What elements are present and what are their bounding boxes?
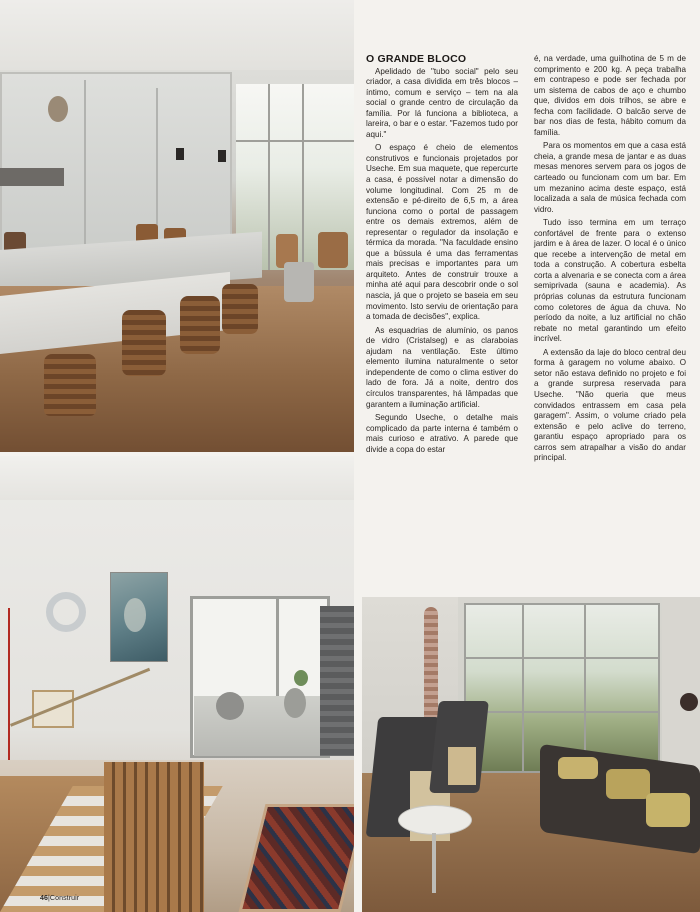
paragraph: Apelidado de "tubo social" pelo seu criador, a casa dividida em três blocos – íntimo, comum e serviço – tem na ala social o grande centro de circulação da família. Por lá funciona a biblioteca, a lareira, o bar e o estar. "Fazemos tudo por aqui." — [366, 66, 518, 139]
window-mullion — [522, 603, 524, 773]
terrace-floor — [194, 696, 326, 756]
ceiling — [0, 456, 354, 500]
cushion — [646, 793, 690, 827]
window-transom — [236, 140, 354, 142]
paragraph: é, na verdade, uma guilhotina de 5 m de comprimento e 200 kg. A peça trabalha em contrapeso e pode ser fechada por um sistema de cabos de aço e chumbo que, dividos em dois trilhos, se abre e fecha com facilidade. O balcão serve de bar nos dias de festa, hábito comum da família. — [534, 54, 686, 137]
stool — [44, 354, 96, 416]
cushion — [606, 769, 650, 799]
text-column-left — [366, 54, 518, 455]
terrace-chair — [216, 692, 244, 720]
page-number: 46 — [40, 895, 48, 902]
pendant-lamp — [176, 148, 184, 160]
stone-wall — [320, 606, 354, 756]
drum — [680, 693, 698, 711]
page-folio — [40, 895, 79, 902]
text-column-right — [534, 54, 686, 464]
window-mullion — [584, 603, 586, 773]
photo-stair-hall — [0, 456, 354, 912]
lounge-chair — [318, 232, 348, 268]
glass-mullion — [84, 80, 86, 266]
paragraph: Segundo Useche, o detalhe mais complicado da parte interna é também o mais curioso e atrativo. A parede que divide a copa do estar — [366, 413, 518, 454]
window-transom — [464, 711, 660, 713]
right-wall — [662, 597, 700, 773]
side-table — [398, 805, 472, 835]
window-transom — [464, 657, 660, 659]
ceiling — [0, 0, 354, 70]
article-body — [366, 54, 686, 594]
pendant-lamp — [218, 150, 226, 162]
plant — [294, 670, 308, 686]
paragraph: A extensão da laje do bloco central deu forma à garagem no volume abaixo. O setor não estava definido no projeto e foi a grande surpresa reservada para Useche. "Não queria que meus convidados entrassem em casa pela garagem". Assim, o volume criado pela extensão e pelo aclive do terreno, garantiu espaço apropriado para os carros sem atrapalhar a visão do andar principal. — [534, 347, 686, 463]
paragraph: Para os momentos em que a casa está cheia, a grande mesa de jantar e as duas mesas menores servem para os jogos de carteado ou funcionam com um bar. Em um mezanino acima deste espaço, está localizada a sala de música fechada com vidro. — [534, 141, 686, 214]
photo-living-room-bar — [0, 0, 354, 452]
round-mirror — [46, 592, 86, 632]
stool — [222, 284, 258, 334]
publication-name: Construir — [49, 895, 80, 902]
photo-lounge — [362, 597, 700, 912]
window-mullion — [302, 84, 304, 270]
terrace-chair — [284, 688, 306, 718]
paragraph: As esquadrias de alumínio, os panos de vidro (Cristalseg) e as claraboias ajudam na ventilação. Este último elemento ilumina naturalmente o setor independente de como o clima estiver do lado de fora. Já a noite, dentro dos círculos transparentes, há lâmpadas que garantem a iluminação artificial. — [366, 325, 518, 409]
slatted-bench — [104, 762, 204, 912]
painting-figure — [124, 598, 146, 632]
wall-sculpture — [48, 96, 68, 122]
stool — [180, 296, 220, 354]
side-table-leg — [432, 833, 436, 893]
stool — [122, 310, 166, 376]
throw-blanket — [448, 747, 476, 785]
wall-shelf — [0, 168, 64, 186]
swivel-chair — [284, 262, 314, 302]
paragraph: Tudo isso termina em um terraço confortável de frente para o extenso jardim e à área de lazer. O local é o único que recebe a intervenção de metal em toda a construção. A cobertura esbelta corta a alvenaria e se conecta com a área semiprivada (sauna e academia). As próprias colunas da estrutura funcionam como coletores de água da chuva. No período da noite, a luz artificial no chão rebate no metal garantindo um efeito incrível. — [534, 218, 686, 344]
window-mullion — [268, 84, 270, 270]
section-title: O GRANDE BLOCO — [366, 53, 467, 65]
cushion — [558, 757, 598, 779]
paragraph: O espaço é cheio de elementos construtivos e funcionais projetados por Useche. Em sua maquete, que repercurte a casa, é possível notar a dimensão do volume longitudinal. Com 25 m de extensão e pé-direito de 6,5 m, a área funciona como o portal de passagem entre os demais extremos, além de representar o regulador da insolação e térmica da morada. "Na faculdade ensino que a bússula é uma das ferramentas mais precisas e importantes para um arquiteto. Antes de construir trouxe a minha até aqui para descobrir onde o sol nascia, já que o projeto se baseia em seu movimento. Isto serviu de orientação para a tomada de decisões", explica. — [366, 143, 518, 322]
folio-separator: | — [48, 895, 50, 902]
